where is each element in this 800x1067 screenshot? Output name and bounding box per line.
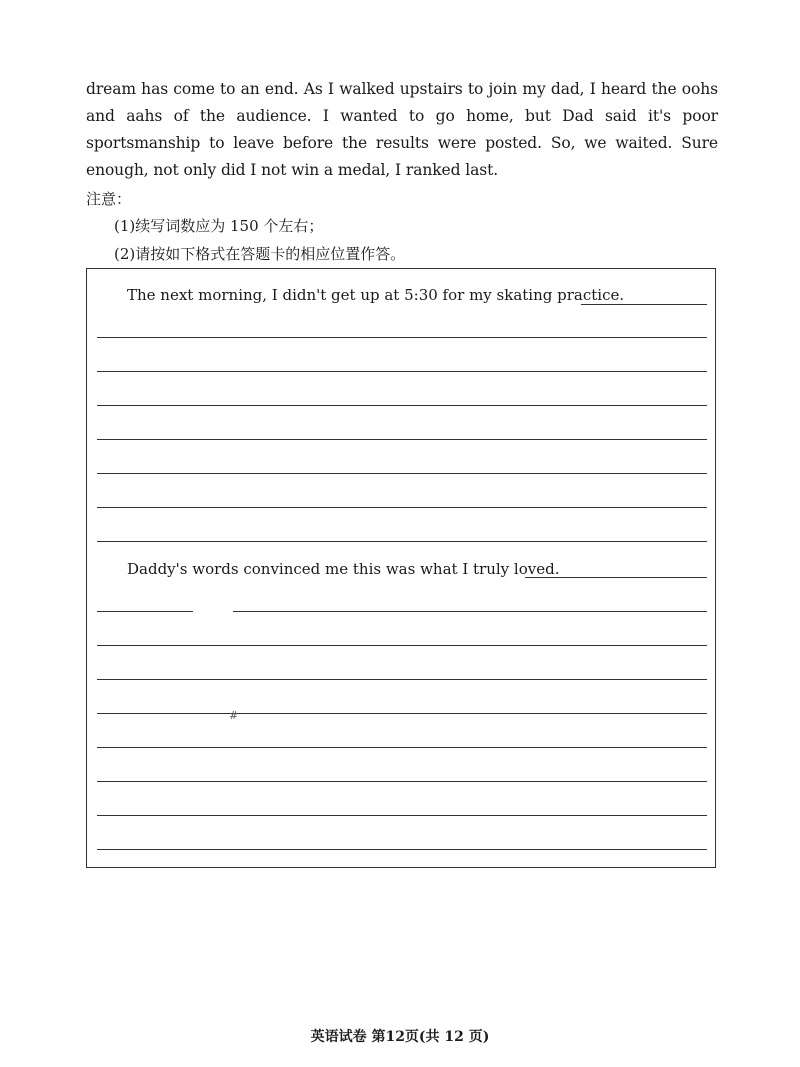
writing-line[interactable] [97,507,707,508]
writing-line[interactable] [97,781,707,782]
reading-passage [86,76,718,184]
page-footer: 英语试卷 第12页(共 12 页) [310,1029,490,1045]
notes-title: 注意： [86,190,132,208]
writing-line[interactable] [97,747,707,748]
writing-line[interactable] [97,371,707,372]
writing-line[interactable] [97,713,707,714]
writing-line[interactable] [525,577,707,578]
note-word-count: (1)续写词数应为 150 个左右； [114,217,324,235]
writing-line[interactable] [97,611,193,612]
writing-line[interactable] [97,337,707,338]
writing-line[interactable] [97,405,707,406]
writing-line[interactable] [97,679,707,680]
answer-box [86,268,716,868]
writing-line[interactable] [233,611,707,612]
writing-line[interactable] [97,473,707,474]
writing-line[interactable] [97,849,707,850]
writing-line[interactable] [97,815,707,816]
writing-line[interactable] [581,304,707,305]
writing-line[interactable] [97,541,707,542]
paragraph-2-opening: Daddy's words convinced me this was what I truly loved. [127,560,560,578]
writing-line[interactable] [97,645,707,646]
writing-line[interactable] [97,439,707,440]
passage-text: dream has come to an end. As I walked upstairs to join my dad, I heard the oohs and aahs of the audience. I wanted to go home, but Dad said it's poor sportsmanship to leave before the results were posted. So, we waited. Sure enough, not only did I not win a medal, I ranked last. [86,80,718,179]
note-answer-format: (2)请按如下格式在答题卡的相应位置作答。 [114,245,406,263]
paragraph-1-opening: The next morning, I didn't get up at 5:30 for my skating practice. [127,286,625,304]
stray-mark: # [229,709,239,722]
